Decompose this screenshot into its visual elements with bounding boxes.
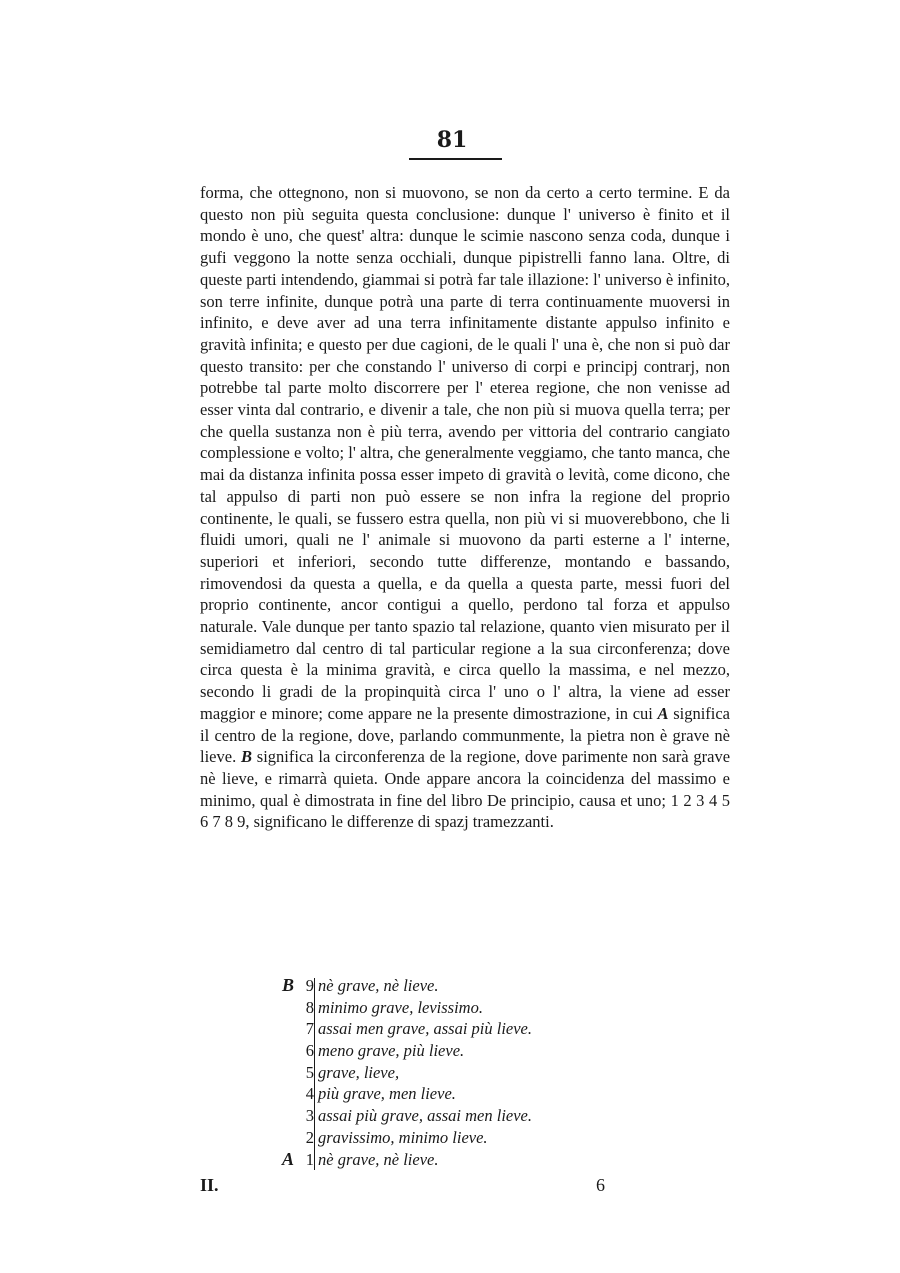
signature-mark: II. [200, 1175, 219, 1195]
paragraph-text-3: significa la circonferenza de la regione, dove parimente non sarà grave nè lieve, e rimarrà quieta. Onde appare ancora la coincidenza del massimo e minimo, qual è dimostrata in fine del libro De principio, causa et uno; 1 2 3 4 5 6 7 8 9, significano le differenze di spazj tramezzanti. [200, 747, 731, 832]
scale-row [262, 1149, 662, 1171]
scale-number: 9 [305, 976, 314, 995]
scale-marker: A [281, 1148, 294, 1169]
scale-description: minimo grave, levissimo. [318, 997, 483, 1017]
header-rule [409, 158, 502, 160]
scale-number: 4 [305, 1084, 314, 1104]
paragraph-text: forma, che ottegnono, non si muovono, se non da certo a certo termine. E da questo non più seguita questa conclusione: dunque l' universo è finito et il mondo è uno, che quest' altra: dunque le scimie nascono senza coda, dunque i gufi veggono la notte senza occhiali, dunque pipistrelli fanno lana. Oltre, di queste parti intendendo, giammai si potrà far tale illazione: l' universo è infinito, son terre infinite, dunque potrà una parte di terra continuamente muoversi in infinito, e deve aver ad una terra infinitamente distante appulso infinito e gravità infinita; e questo per due cagioni, de le quali l' una è, che non si può dar questo transito: per che constando l' universo di corpi e principj contrarj, non potrebbe tal parte molto discorrere per l' eterea regione, che non venisse ad esser vinta dal contrario, e divenir a tale, che non più si muova quella terra; per che quella sustanza non è più terra, avendo per vittoria del contrario cangiato complessione e volto; l' altra, che generalmente veggiamo, che tanto manca, che mai da distanza infinita possa esser impeto di gravità o levità, come dicono, che tal appulso di parti non può essere se non infra la regione del proprio continente, le quali, se fussero estra quella, non più vi si muoverebbono, che li fluidi umori, quali ne l' animale si muovono da parti esterne a l' interne, superiori et inferiori, secondo tutte differenze, montando e bassando, rimovendosi da questa a quella, e da quella a questa parte, messi fuori del proprio continente, ancor contigui a quello, perdono tal forza et appulso naturale. Vale dunque per tanto spazio tal relazione, quanto vien misurato per il semidiametro dal centro di tal particular regione a la sua circonferenza; dove circa questa è la minima gravità, e circa quello la massima, e nel mezzo, secondo li gradi de la propinquità circa l' uno o l' altra, la viene ad esser maggior e minore; come appare ne la presente dimostrazione, in cui [200, 183, 730, 723]
scale-description: assai più grave, assai men lieve. [318, 1106, 533, 1126]
scale-row [262, 975, 662, 997]
scale-number: 2 [305, 1127, 314, 1147]
scale-row [262, 1083, 662, 1105]
scale-number: 3 [305, 1106, 314, 1126]
page-number: 81 [436, 127, 468, 153]
scale-number: 5 [305, 1062, 314, 1082]
paragraph-text-2: significa il centro de la regione, dove, parlando communmente, la pietra non è grave nè lieve. [200, 703, 731, 767]
body-text [200, 182, 730, 833]
scale-row [262, 997, 662, 1019]
scale-number: 7 [305, 1019, 314, 1039]
scale-number: 1 [305, 1149, 314, 1169]
scale-description: gravissimo, minimo lieve. [318, 1127, 488, 1147]
scale-description: nè grave, nè lieve. [318, 976, 439, 995]
scale-row [262, 1127, 662, 1149]
gathering-number: 6 [596, 1175, 605, 1195]
marker-b: B [240, 747, 252, 767]
scale-row [262, 1040, 662, 1062]
gravity-scale [262, 975, 662, 1170]
scale-number: 6 [305, 1041, 314, 1061]
scale-number: 8 [305, 997, 314, 1017]
scale-row [262, 1062, 662, 1084]
paragraph [200, 182, 730, 833]
scale-description: nè grave, nè lieve. [318, 1149, 439, 1169]
scale-description: assai men grave, assai più lieve. [318, 1019, 533, 1039]
scale-marker: B [281, 975, 294, 995]
scale-row [262, 1018, 662, 1040]
scale-row [262, 1105, 662, 1127]
marker-a: A [657, 703, 669, 723]
scale-description: meno grave, più lieve. [318, 1041, 465, 1061]
scale-description: più grave, men lieve. [318, 1084, 456, 1104]
scale-description: grave, lieve, [318, 1062, 400, 1082]
